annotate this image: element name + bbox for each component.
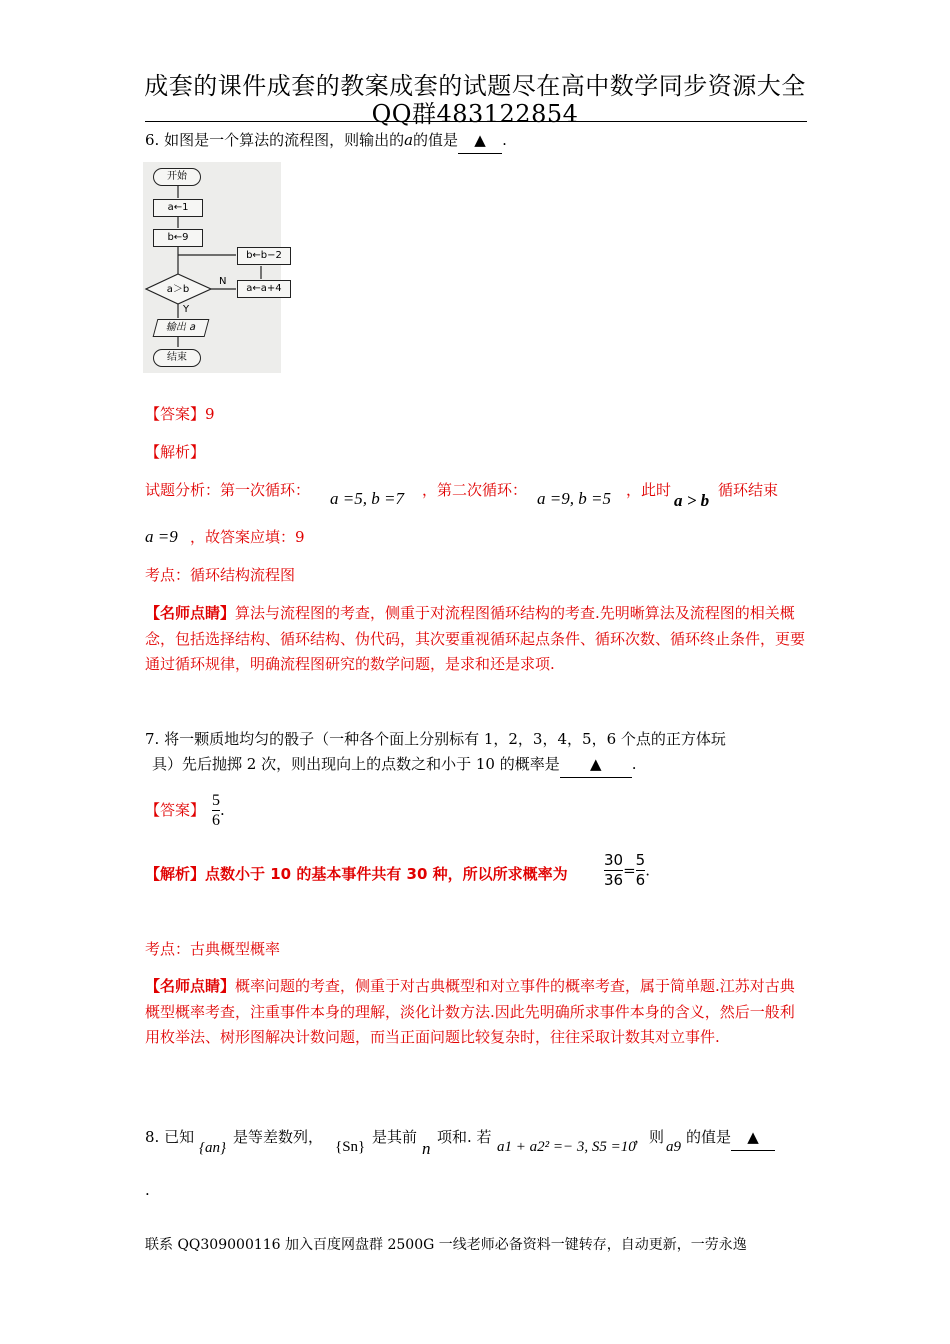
q8-front-sum: 是其前 [372, 1128, 418, 1146]
q7-period: . [631, 755, 637, 773]
flow-end: 结束 [153, 349, 201, 367]
q8-trailing: . [145, 1181, 150, 1199]
q6-analysis-label: 【解析】 [145, 443, 206, 461]
q7-eq: = [623, 861, 636, 880]
q8-condition: a1 + a2² =− 3, S5 =10 [497, 1139, 636, 1155]
q7-analysis-fracs [604, 852, 650, 889]
q7-frac2-num: 5 [635, 851, 646, 869]
q6-var: a [404, 131, 414, 149]
q6-loop2: a =9, b =5 [537, 489, 611, 508]
q6-second-prefix: ，第二次循环： [422, 481, 528, 499]
q8-value-of [686, 1125, 775, 1151]
q6-kaodian: 考点：循环结构流程图 [145, 566, 296, 584]
flow-update-a: a←a+4 [237, 280, 291, 298]
q6-flowchart [143, 162, 281, 373]
q7-analysis-text: 点数小于 10 的基本事件共有 30 种，所以所求概率为 [205, 865, 568, 883]
q7-analysis [145, 862, 568, 887]
q6-comment-text: 算法与流程图的考查，侧重于对流程图循环结构的考查.先明晰算法及流程图的相关概念，包括选择结构、循环结构、伪代码，其次要重视循环起点条件、循环次数、循环终止条件，更要通过循环规律，明确流程图研究的数学问题，是求和还是求项. [145, 604, 806, 673]
q6-loop-end: 循环结束 [718, 481, 779, 499]
q7-kaodian: 考点：古典概型概率 [145, 940, 281, 958]
flow-no-label: N [219, 276, 227, 287]
q7-answer-blank: ▲ [560, 752, 632, 778]
q6-cond: a > b [674, 491, 710, 510]
q7-frac1-num: 30 [604, 851, 624, 869]
flow-start: 开始 [153, 168, 201, 186]
q7-answer-den: 6 [212, 812, 220, 829]
q6-answer-label: 【答案】 [145, 405, 206, 423]
q7-answer-label: 【答案】 [145, 801, 206, 819]
flow-update-b: b←b−2 [237, 247, 291, 265]
q7-analysis-label: 【解析】 [145, 865, 206, 883]
flow-output: 输出 a [153, 319, 210, 337]
flow-yes-label: Y [183, 304, 190, 315]
flow-assign-b: b←9 [153, 229, 203, 247]
q6-stem-end: 的值是 [413, 131, 459, 149]
flow-assign-a: a←1 [153, 199, 203, 217]
q7-stem-line2 [152, 752, 637, 778]
header-line-2: QQ群483122854 [371, 100, 579, 128]
q8-value-of-text: 的值是 [686, 1128, 732, 1146]
q8-a9: a9 [666, 1139, 681, 1155]
q7-comment-label: 【名师点睛】 [145, 977, 236, 995]
q7-comment [145, 974, 805, 1051]
q7-frac1-den: 36 [604, 871, 624, 889]
q8-sum-text: 项和. 若 [437, 1128, 492, 1146]
q8-stem-start: 8. 已知 [145, 1128, 195, 1146]
q8-seq-sn: {Sn} [335, 1139, 366, 1155]
q7-stem-line1: 7. 将一颗质地均匀的骰子（一种各个面上分别标有 1，2，3，4，5，6 个点的正方体玩 [145, 730, 726, 748]
q7-comment-text: 概率问题的考查，侧重于对古典概型和对立事件的概率考查，属于简单题.江苏对古典概型概率考查，注重事件本身的理解，淡化计数方法.因此先明确所求事件本身的含义，然后一般利用枚举法、树形图解决计数问题，而当正面问题比较复杂时，往往采取计数其对立事件. [145, 977, 795, 1046]
q7-answer-frac [212, 792, 225, 829]
q6-answer-blank: ▲ [458, 128, 502, 154]
q7-answer-period: . [220, 801, 225, 819]
q6-stem [145, 128, 507, 154]
q6-answer [145, 402, 215, 427]
q6-comment [145, 601, 805, 678]
q6-loop1: a =5, b =7 [330, 489, 404, 508]
q8-answer-blank: ▲ [731, 1125, 775, 1151]
q7-frac2-den: 6 [635, 871, 646, 889]
q8-seq-an: {an} [199, 1140, 226, 1156]
frac-bar [212, 810, 220, 811]
header-rule [145, 121, 807, 122]
q6-answer-value: 9 [205, 405, 215, 423]
q6-then: ，此时 [626, 481, 672, 499]
q7-analysis-period: . [645, 861, 650, 880]
q8-then: ，则 [634, 1128, 665, 1146]
q8-n-var: n [422, 1139, 431, 1158]
footer-text: 联系 QQ309000116 加入百度网盘群 2500G 一线老师必备资料一键转存，自动更新，一劳永逸 [145, 1237, 747, 1253]
q7-stem-line2-text: 具）先后抛掷 2 次，则出现向上的点数之和小于 10 的概率是 [152, 755, 560, 773]
q6-stem-text: 6. 如图是一个算法的流程图，则输出的 [145, 131, 405, 149]
q6-period: . [502, 131, 507, 149]
q6-comment-label: 【名师点睛】 [145, 604, 236, 622]
q6-fill: ，故答案应填：9 [190, 528, 305, 546]
q6-result: a =9 [145, 527, 178, 546]
q8-is-arith: 是等差数列， [233, 1128, 324, 1146]
flowchart-lines [143, 162, 281, 373]
q6-analysis-prefix: 试题分析：第一次循环： [145, 481, 311, 499]
q7-answer-num: 5 [212, 792, 220, 809]
flow-condition: a＞b [166, 284, 190, 295]
header-line-1: 成套的课件成套的教案成套的试题尽在高中数学同步资源大全 [144, 72, 806, 100]
